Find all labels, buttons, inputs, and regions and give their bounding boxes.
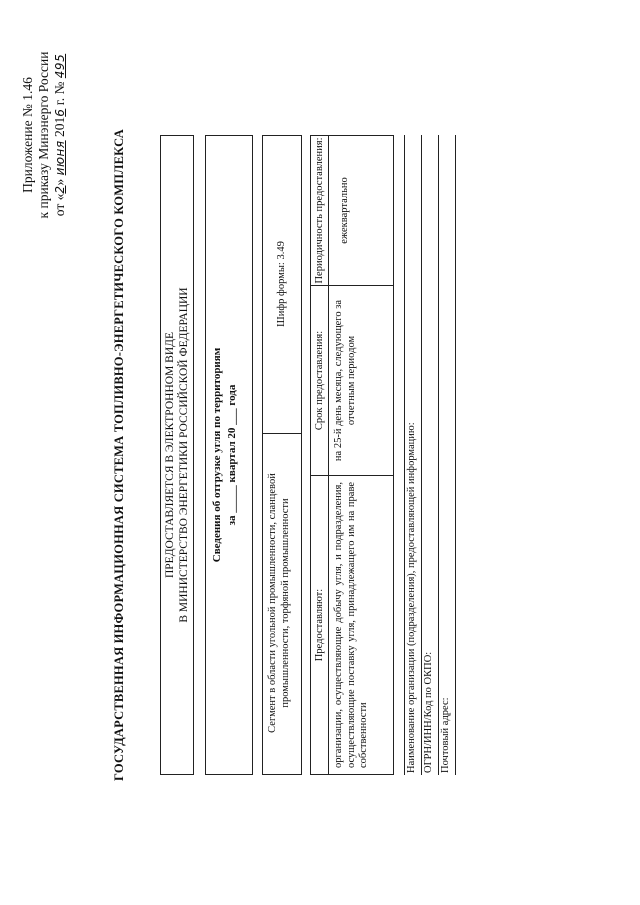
- form-code: Шифр формы: 3.49: [263, 135, 301, 434]
- appendix-date-line: [52, 25, 68, 245]
- submitters-text: организации, осуществляющие добычу угля, и подразделения, осуществляющие поставку угля, принадлежащего им на праве собственности: [333, 482, 369, 768]
- main-title: ГОСУДАРСТВЕННАЯ ИНФОРМАЦИОННАЯ СИСТЕМА ТОПЛИВНО-ЭНЕРГЕТИЧЕСКОГО КОМПЛЕКСА: [112, 129, 126, 781]
- column-deadline: [311, 286, 393, 476]
- segment-box: [262, 135, 302, 775]
- column-submitters: [311, 476, 393, 774]
- report-title-box: [205, 135, 253, 775]
- handwritten-month: июня: [53, 140, 67, 176]
- appendix-order: к приказу Минэнерго России: [36, 51, 51, 219]
- submission-line-1: ПРЕДОСТАВЛЯЕТСЯ В ЭЛЕКТРОННОМ ВИДЕ: [164, 331, 176, 579]
- handwritten-year-digit: 6: [53, 108, 67, 117]
- appendix-from: от «: [52, 193, 67, 217]
- appendix-year-prefix: 201: [52, 116, 67, 137]
- column-periodicity: [311, 136, 393, 286]
- segment-text: Сегмент в области угольной промышленности, сланцевой промышленности, торфяной промышленности: [267, 473, 291, 733]
- report-title-line-1: Сведения об отгрузке угля по территориям: [211, 347, 223, 563]
- appendix-mid: »: [52, 178, 67, 186]
- ogrn-label: ОГРН/ИНН/Код по ОКПО:: [423, 651, 434, 773]
- appendix-block: [20, 25, 68, 245]
- submission-table: [310, 135, 394, 775]
- periodicity-header: Периодичность предоставления:: [311, 136, 329, 285]
- divider-line: [404, 135, 405, 775]
- report-title-line-2: за _____ квартал 20 ___ года: [226, 384, 238, 526]
- address-underline: [455, 135, 456, 775]
- org-name-label: Наименование организации (подразделения), предоставляющей информацию:: [406, 422, 417, 773]
- appendix-title: Приложение № 1.46: [20, 77, 35, 193]
- submission-line-2: В МИНИСТЕРСТВО ЭНЕРГЕТИКИ РОССИЙСКОЙ ФЕДЕРАЦИИ: [178, 287, 190, 623]
- submitters-header: Предоставляют:: [311, 476, 329, 774]
- deadline-header: Срок предоставления:: [311, 286, 329, 475]
- appendix-g: г. №: [52, 81, 67, 106]
- periodicity-text: ежеквартально: [339, 177, 350, 244]
- submission-box: [160, 135, 194, 775]
- handwritten-number: 495: [53, 53, 67, 79]
- ogrn-underline: [438, 135, 439, 775]
- address-label: Почтовый адрес:: [440, 697, 451, 773]
- handwritten-day: 2: [53, 185, 67, 194]
- deadline-text: на 25-й день месяца, следующего за отчетным периодом: [333, 299, 357, 462]
- org-name-underline: [421, 135, 422, 775]
